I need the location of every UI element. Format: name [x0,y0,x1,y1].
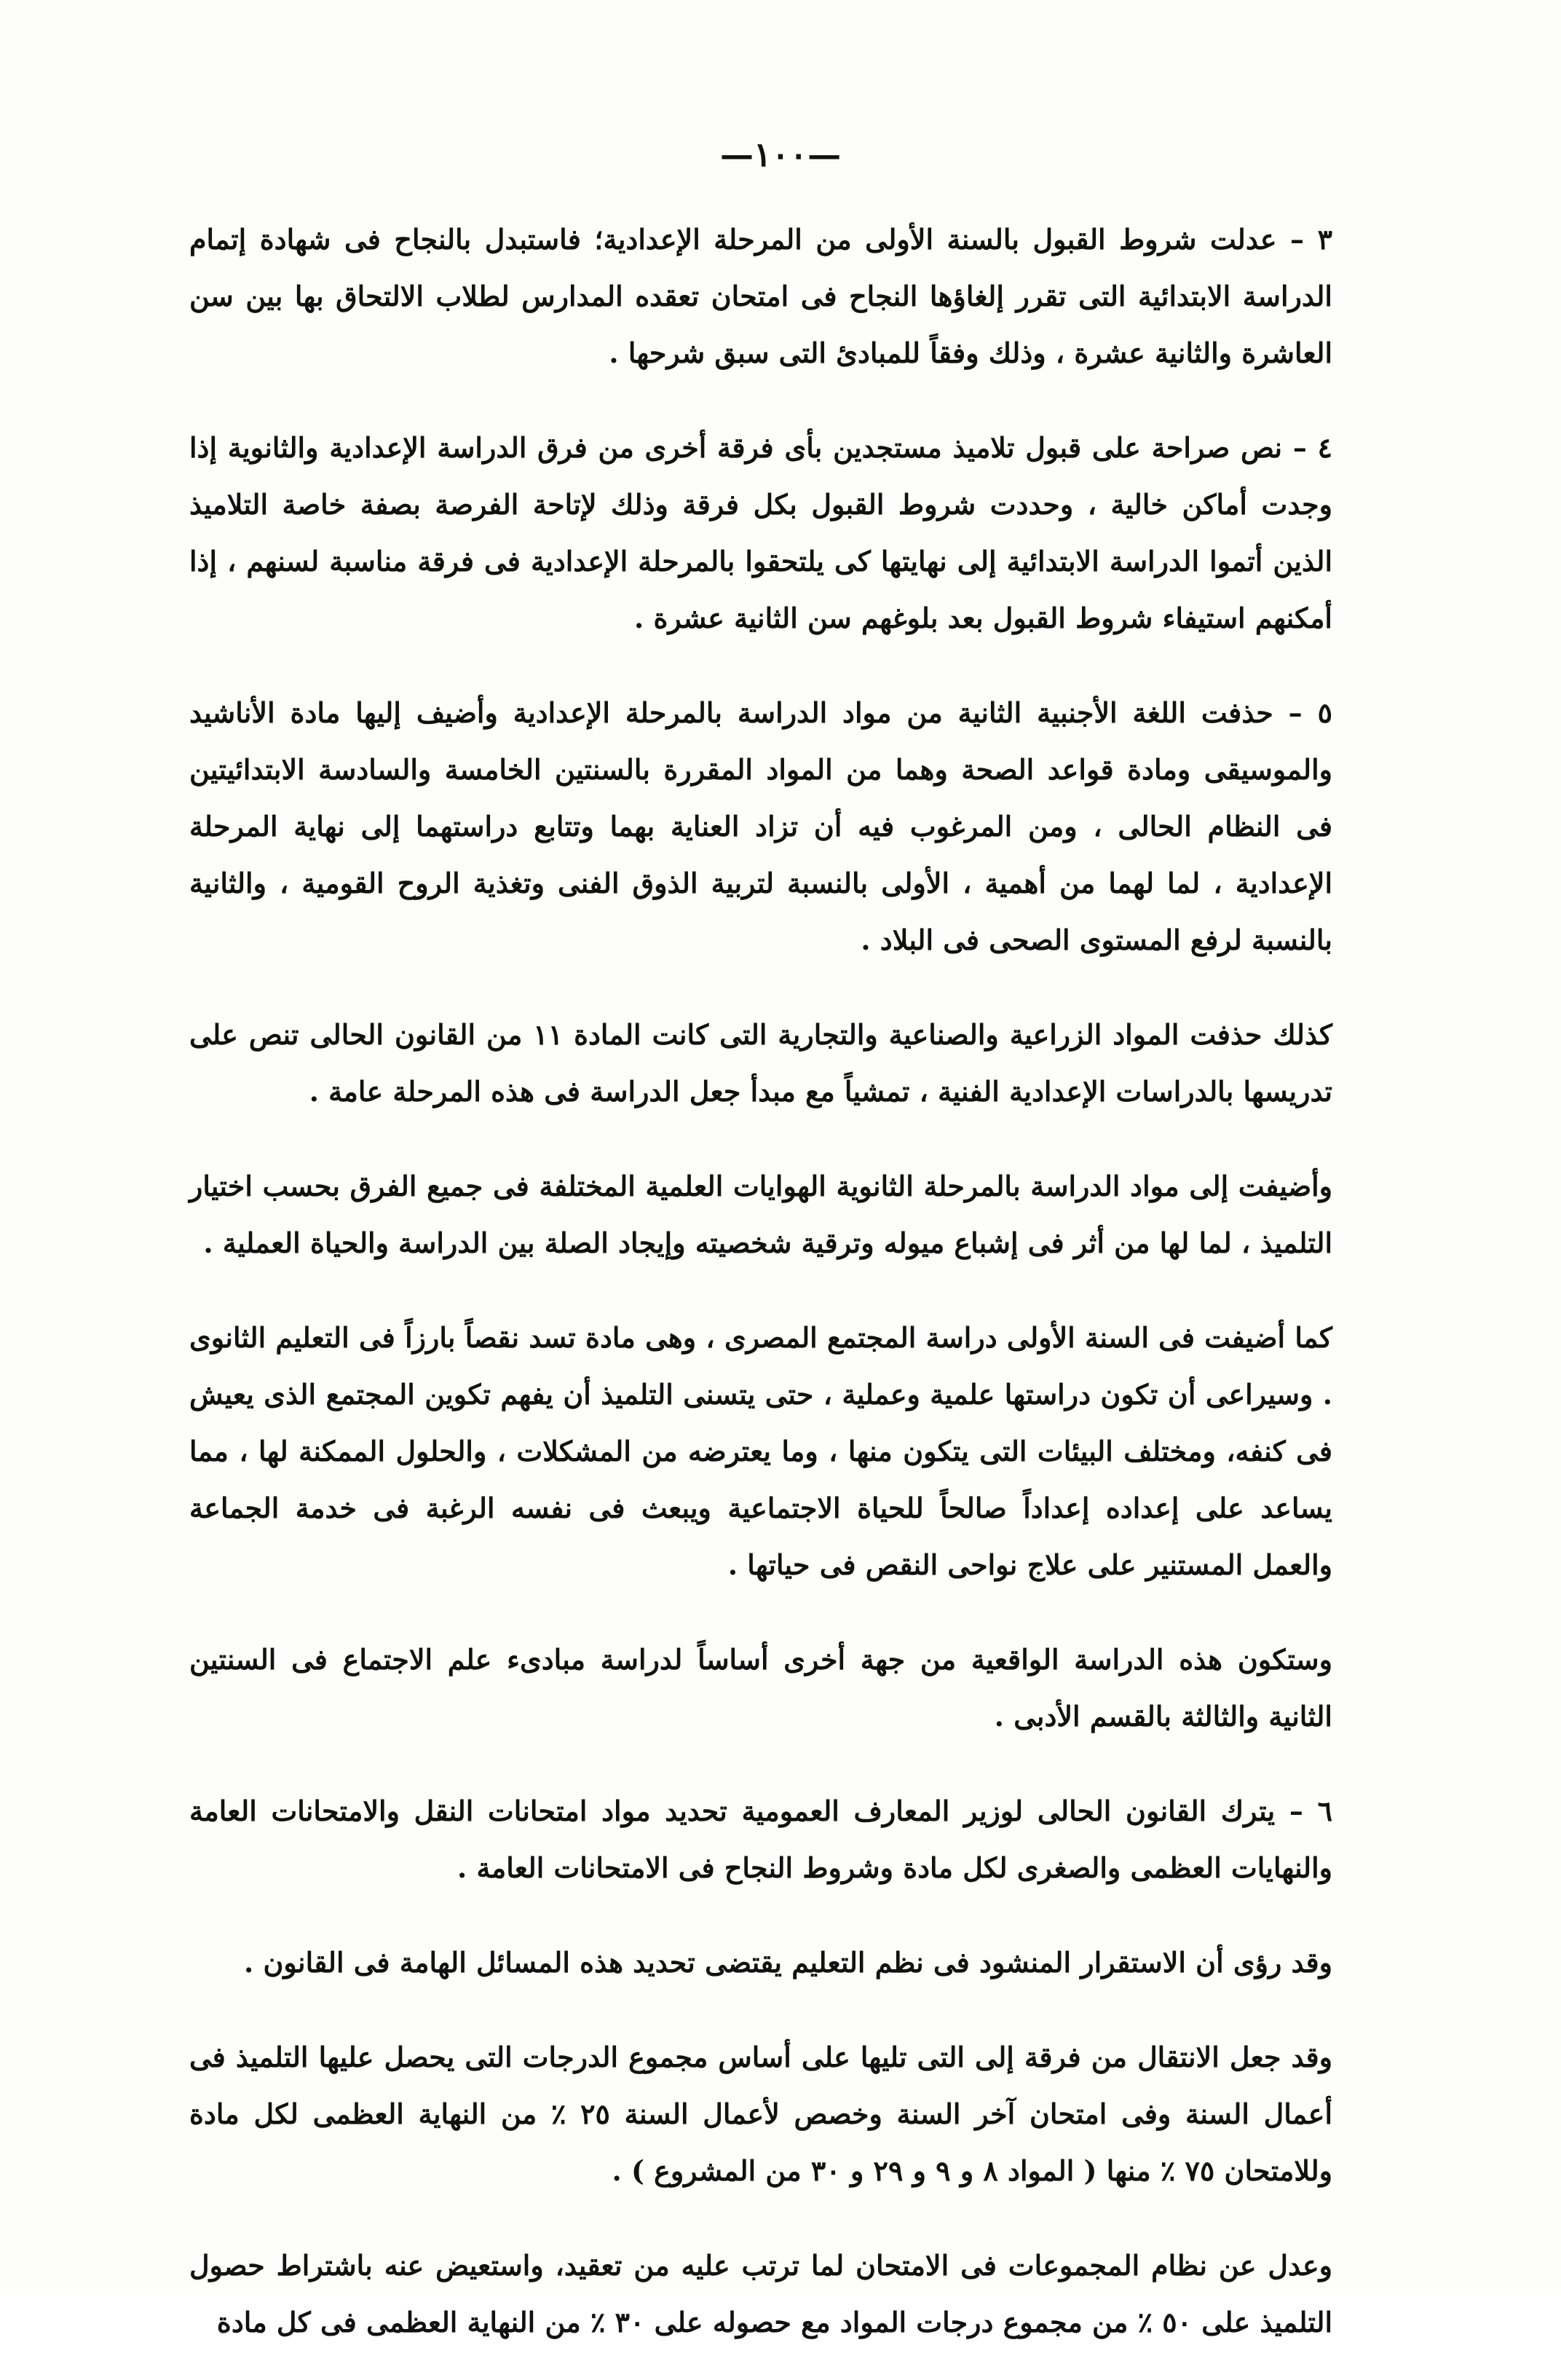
paragraph-egyptian-society-study: كما أضيفت فى السنة الأولى دراسة المجتمع المصرى ، وهى مادة تسد نقصاً بارزاً فى التعليم الثانوى . وسيراعى أن تكون دراستها علمية وعملية ، حتى يتسنى التلميذ أن يفهم تكوين المجتمع الذى يعيش فى كنفه، ومختلف البيئات التى يتكون منها ، وما يعترضه من المشكلات ، والحلول الممكنة لها ، مما يساعد على إعداده إعداداً صالحاً للحياة الاجتماعية ويبعث فى نفسه الرغبة فى خدمة الجماعة والعمل المستنير على علاج نواحى النقص فى حياتها . [189,1321,1332,1581]
page-number: —١٠٠— [719,135,842,174]
document-body [189,211,1332,2380]
paragraph-promotion-grades: وقد جعل الانتقال من فرقة إلى التى تليها على أساس مجموع الدرجات التى يحصل عليها التلميذ فى أعمال السنة وفى امتحان آخر السنة وخصص لأعمال السنة ٢٥ ٪ من النهاية العظمى لكل مادة وللامتحان ٧٥ ٪ منها ( المواد ٨ و ٩ و ٢٩ و ٣٠ من المشروع ) . [189,2041,1332,2187]
paragraph-technical-subjects-removal: كذلك حذفت المواد الزراعية والصناعية والتجارية التى كانت المادة ١١ من القانون الحالى تنص على تدريسها بالدراسات الإعدادية الفنية ، تمشياً مع مبدأ جعل الدراسة فى هذه المرحلة عامة . [189,1018,1332,1108]
paragraph-3-admission-conditions: ٣ – عدلت شروط القبول بالسنة الأولى من المرحلة الإعدادية؛ فاستبدل بالنجاح فى شهادة إتمام الدراسة الابتدائية التى تقرر إلغاؤها النجاح فى امتحان تعقده المدارس لطلاب الالتحاق بها بين سن العاشرة والثانية عشرة ، وذلك وفقاً للمبادئ التى سبق شرحها . [189,223,1332,369]
paragraph-sociology-basis: وستكون هذه الدراسة الواقعية من جهة أخرى أساساً لدراسة مبادىء علم الاجتماع فى السنتين الثانية والثالثة بالقسم الأدبى . [189,1643,1332,1733]
paragraph-6-exam-subjects: ٦ – يترك القانون الحالى لوزير المعارف العمومية تحديد مواد امتحانات النقل والامتحانات العامة والنهايات العظمى والصغرى لكل مادة وشروط النجاح فى الامتحانات العامة . [189,1794,1332,1884]
paragraph-4-new-students-admission: ٤ – نص صراحة على قبول تلاميذ مستجدين بأى فرقة أخرى من فرق الدراسة الإعدادية والثانوية إذا وجدت أماكن خالية ، وحددت شروط القبول بكل فرقة وذلك لإتاحة الفرصة بصفة خاصة التلاميذ الذين أتموا الدراسة الابتدائية إلى نهايتها كى يلتحقوا بالمرحلة الإعدادية فى فرقة مناسبة لسنهم ، إذا أمكنهم استيفاء شروط القبول بعد بلوغهم سن الثانية عشرة . [189,431,1333,634]
paragraph-groups-system: وعدل عن نظام المجموعات فى الامتحان لما ترتب عليه من تعقيد، واستعيض عنه باشتراط حصول التلميذ على ٥٠ ٪ من مجموع درجات المواد مع حصوله على ٣٠ ٪ من النهاية العظمى فى كل مادة [189,2249,1332,2338]
paragraph-5-foreign-language-removal: ٥ – حذفت اللغة الأجنبية الثانية من مواد الدراسة بالمرحلة الإعدادية وأضيف إليها مادة الأناشيد والموسيقى ومادة قواعد الصحة وهما من المواد المقررة بالسنتين الخامسة والسادسة الابتدائيتين فى النظام الحالى ، ومن المرغوب فيه أن تزاد العناية بهما وتتابع دراستهما إلى نهاية المرحلة الإعدادية ، لما لهما من أهمية ، الأولى بالنسبة لتربية الذوق الفنى وتغذية الروح القومية ، والثانية بالنسبة لرفع المستوى الصحى فى البلاد . [189,696,1332,956]
paragraph-scientific-hobbies: وأضيفت إلى مواد الدراسة بالمرحلة الثانوية الهوايات العلمية المختلفة فى جميع الفرق بحسب اختيار التلميذ ، لما لها من أثر فى إشباع ميوله وترقية شخصيته وإيجاد الصلة بين الدراسة والحياة العملية . [189,1170,1332,1259]
paragraph-stability-in-law: وقد رؤى أن الاستقرار المنشود فى نظم التعليم يقتضى تحديد هذه المسائل الهامة فى القانون . [244,1946,1332,1979]
